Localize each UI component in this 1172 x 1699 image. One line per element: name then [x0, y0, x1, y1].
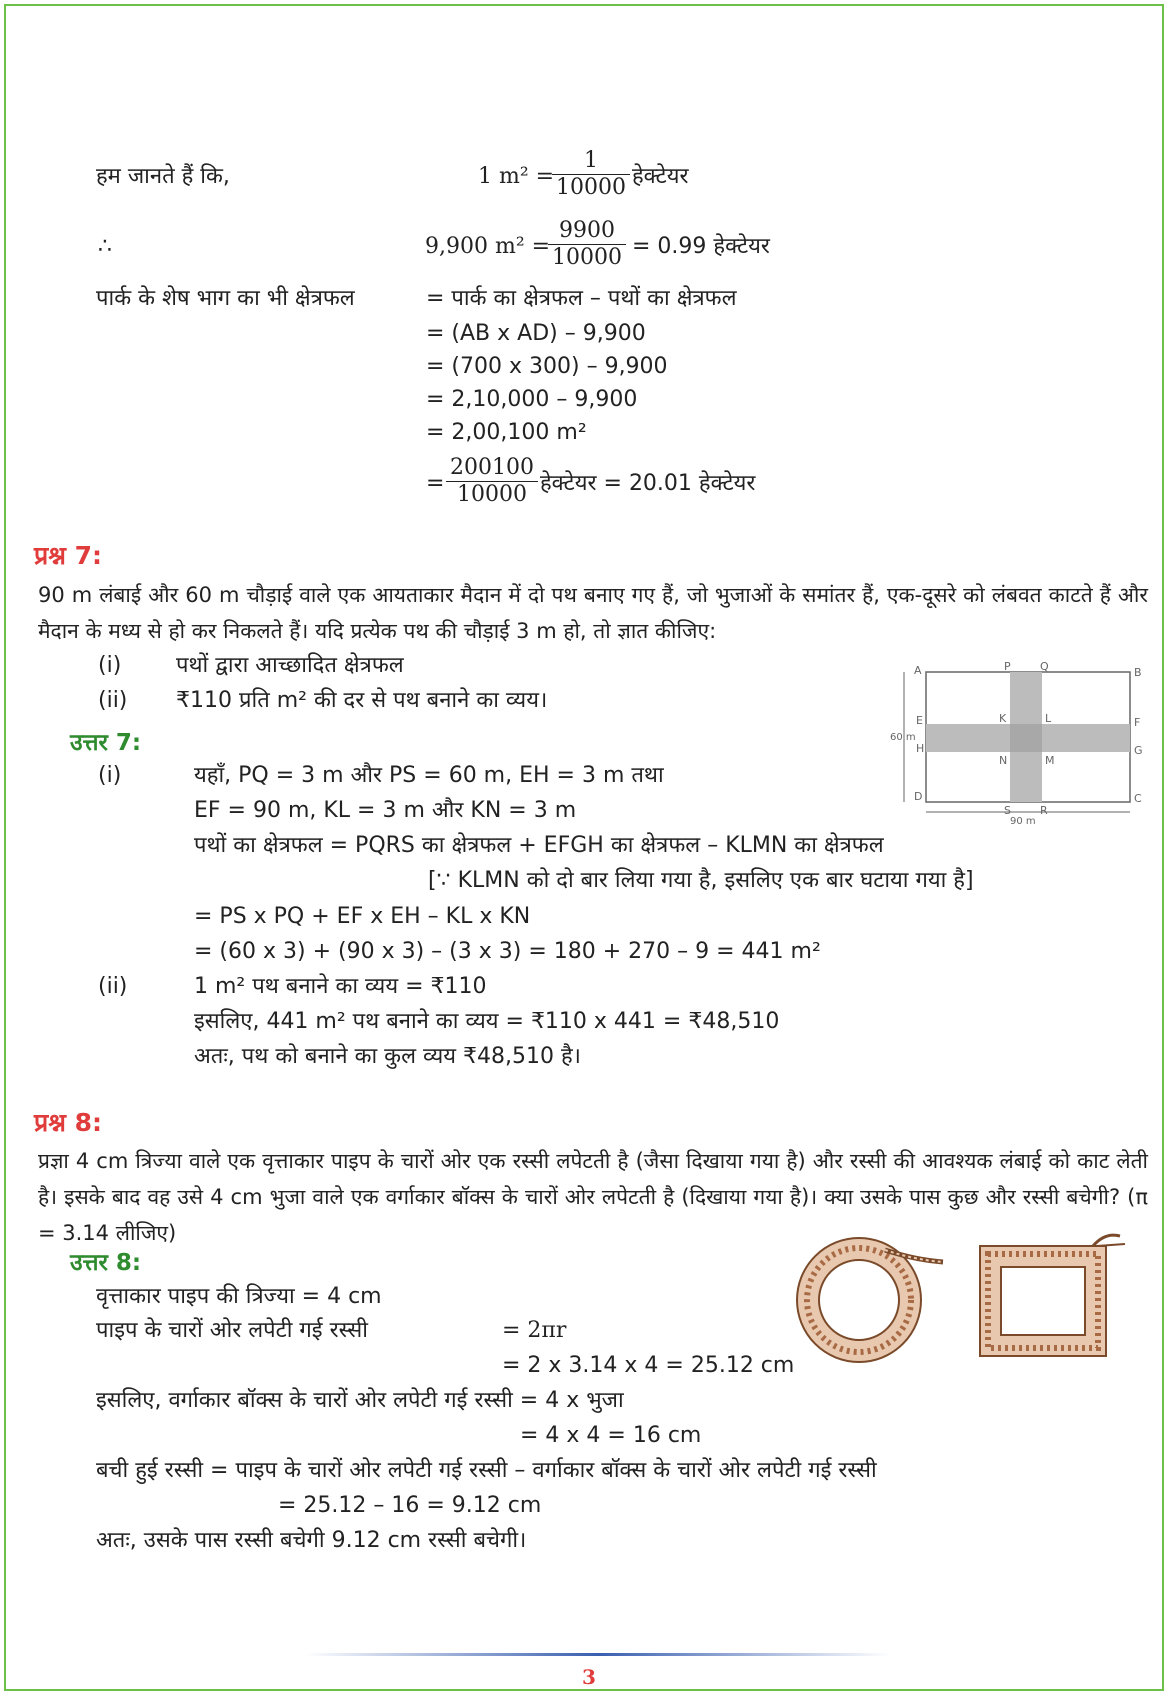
- label-R: R: [1040, 804, 1048, 817]
- q7-part-ii-text: ₹110 प्रति m² की दर से पथ बनाने का व्यय।: [176, 688, 548, 713]
- rope-illustration: [775, 1232, 1135, 1367]
- question-8-text: प्रज्ञा 4 cm त्रिज्या वाले एक वृत्ताकार पाइप के चारों ओर एक रस्सी लपेटती है (जैसा दिखाया गया है) और रस्सी की आवश्यक लंबाई को काट लेती है। इसके बाद वह उसे 4 cm भुजा वाले एक वर्गाकार बॉक्स के चारों ओर लपेटती है (दिखाया गया है)। क्या उसके पास कुछ और रस्सी बचेगी? (π = 3.14 लीजिए): [38, 1149, 1148, 1245]
- fraction-2-num: 9900: [559, 218, 615, 243]
- fraction-1-num: 1: [584, 148, 598, 173]
- a7-line-2: EF = 90 m, KL = 3 m और KN = 3 m: [194, 798, 577, 823]
- remaining-area-eq: = पार्क का क्षेत्रफल – पथों का क्षेत्रफल: [426, 286, 737, 311]
- calc-line-6: = 2,10,000 – 9,900: [426, 387, 638, 412]
- calc-line-8-eq: =: [426, 471, 445, 496]
- label-L: L: [1045, 712, 1052, 725]
- a7-line-1: यहाँ, PQ = 3 m और PS = 60 m, EH = 3 m तथा: [194, 763, 664, 788]
- known-label: हम जानते हैं कि,: [96, 164, 230, 189]
- path-klmn: [1010, 724, 1042, 752]
- rope-circle: [797, 1238, 943, 1362]
- answer-8-heading: उत्तर 8:: [70, 1250, 142, 1276]
- label-Q: Q: [1040, 662, 1049, 673]
- a8-line-2-label: पाइप के चारों ओर लपेटी गई रस्सी: [96, 1318, 368, 1343]
- calc-line-8-result: हेक्टेयर = 20.01 हेक्टेयर: [540, 471, 756, 496]
- hectare-2: = 0.99 हेक्टेयर: [632, 234, 770, 259]
- a7-line-9: अतः, पथ को बनाने का कुल व्यय ₹48,510 है।: [194, 1044, 582, 1069]
- label-F: F: [1134, 716, 1141, 729]
- therefore-symbol: ∴: [98, 234, 112, 259]
- a8-line-5: = 4 x 4 = 16 cm: [520, 1423, 702, 1448]
- a7-line-6: = (60 x 3) + (90 x 3) – (3 x 3) = 180 + 270 – 9 = 441 m²: [194, 939, 821, 964]
- a8-line-3: = 2 x 3.14 x 4 = 25.12 cm: [502, 1353, 795, 1378]
- fraction-3-num: 200100: [450, 455, 534, 480]
- label-N: N: [999, 754, 1008, 767]
- question-7-heading: प्रश्न 7:: [34, 541, 102, 570]
- rope-square: [980, 1235, 1125, 1356]
- question-8-heading: प्रश्न 8:: [34, 1108, 102, 1137]
- fraction-1-den: 10000: [552, 174, 630, 201]
- label-B: B: [1134, 666, 1142, 679]
- fraction-1: [552, 148, 630, 201]
- question-7-text: 90 m लंबाई और 60 m चौड़ाई वाले एक आयताकार मैदान में दो पथ बनाए गए हैं, जो भुजाओं के समांतर हैं, एक-दूसरे को लंबवत काटते हैं और मैदान के मध्य से हो कर निकलते हैं। यदि प्रत्येक पथ की चौड़ाई 3 m हो, तो ज्ञात कीजिए:: [38, 583, 1148, 643]
- label-M: M: [1045, 754, 1055, 767]
- label-G: G: [1134, 744, 1143, 757]
- eq-9900: 9,900 m² =: [425, 234, 551, 259]
- label-width: 90 m: [1010, 816, 1036, 824]
- label-S: S: [1004, 804, 1011, 817]
- q7-part-i-label: (i): [98, 653, 122, 678]
- field-diagram: [890, 662, 1152, 824]
- answer-7-heading: उत्तर 7:: [70, 730, 142, 756]
- calc-line-4: = (AB x AD) – 9,900: [426, 321, 646, 346]
- a7-line-7: 1 m² पथ बनाने का व्यय = ₹110: [194, 974, 487, 999]
- label-H: H: [916, 742, 925, 755]
- fraction-2: [548, 218, 626, 271]
- fraction-3-den: 10000: [446, 481, 538, 508]
- a8-line-6: बची हुई रस्सी = पाइप के चारों ओर लपेटी गई रस्सी – वर्गाकार बॉक्स के चारों ओर लपेटी गई रस्सी: [96, 1458, 877, 1483]
- label-E: E: [916, 714, 923, 727]
- a8-line-1: वृत्ताकार पाइप की त्रिज्या = 4 cm: [96, 1284, 382, 1309]
- a8-line-4: इसलिए, वर्गाकार बॉक्स के चारों ओर लपेटी गई रस्सी = 4 x भुजा: [96, 1388, 624, 1413]
- calc-line-5: = (700 x 300) – 9,900: [426, 354, 668, 379]
- label-A: A: [914, 664, 922, 677]
- label-P: P: [1004, 662, 1011, 673]
- label-C: C: [1134, 792, 1142, 805]
- label-height: 60 m: [890, 732, 916, 743]
- a7-part-ii-label: (ii): [98, 974, 128, 999]
- a7-line-4: [∵ KLMN को दो बार लिया गया है, इसलिए एक बार घटाया गया है]: [428, 868, 974, 893]
- a7-line-8: इसलिए, 441 m² पथ बनाने का व्यय = ₹110 x 441 = ₹48,510: [194, 1009, 780, 1034]
- fraction-3: [446, 455, 538, 508]
- calc-line-7: = 2,00,100 m²: [426, 420, 587, 445]
- fraction-2-den: 10000: [548, 244, 626, 271]
- label-D: D: [914, 790, 923, 803]
- eq-1m2: 1 m² =: [478, 164, 555, 189]
- a8-line-7: = 25.12 – 16 = 9.12 cm: [278, 1493, 542, 1518]
- a8-line-2-eq: = 2πr: [502, 1318, 567, 1343]
- hectare-1: हेक्टेयर: [632, 164, 689, 189]
- a8-line-8: अतः, उसके पास रस्सी बचेगी 9.12 cm रस्सी बचेगी।: [96, 1528, 527, 1553]
- a7-line-3: पथों का क्षेत्रफल = PQRS का क्षेत्रफल + EFGH का क्षेत्रफल – KLMN का क्षेत्रफल: [194, 833, 884, 858]
- footer-rule: [305, 1653, 890, 1656]
- label-K: K: [999, 712, 1007, 725]
- page-number: 3: [582, 1665, 596, 1689]
- a7-part-i-label: (i): [98, 763, 122, 788]
- remaining-area-label: पार्क के शेष भाग का भी क्षेत्रफल: [96, 286, 355, 311]
- q7-part-ii-label: (ii): [98, 688, 128, 713]
- a7-line-5: = PS x PQ + EF x EH – KL x KN: [194, 904, 531, 929]
- q7-part-i-text: पथों द्वारा आच्छादित क्षेत्रफल: [176, 653, 404, 678]
